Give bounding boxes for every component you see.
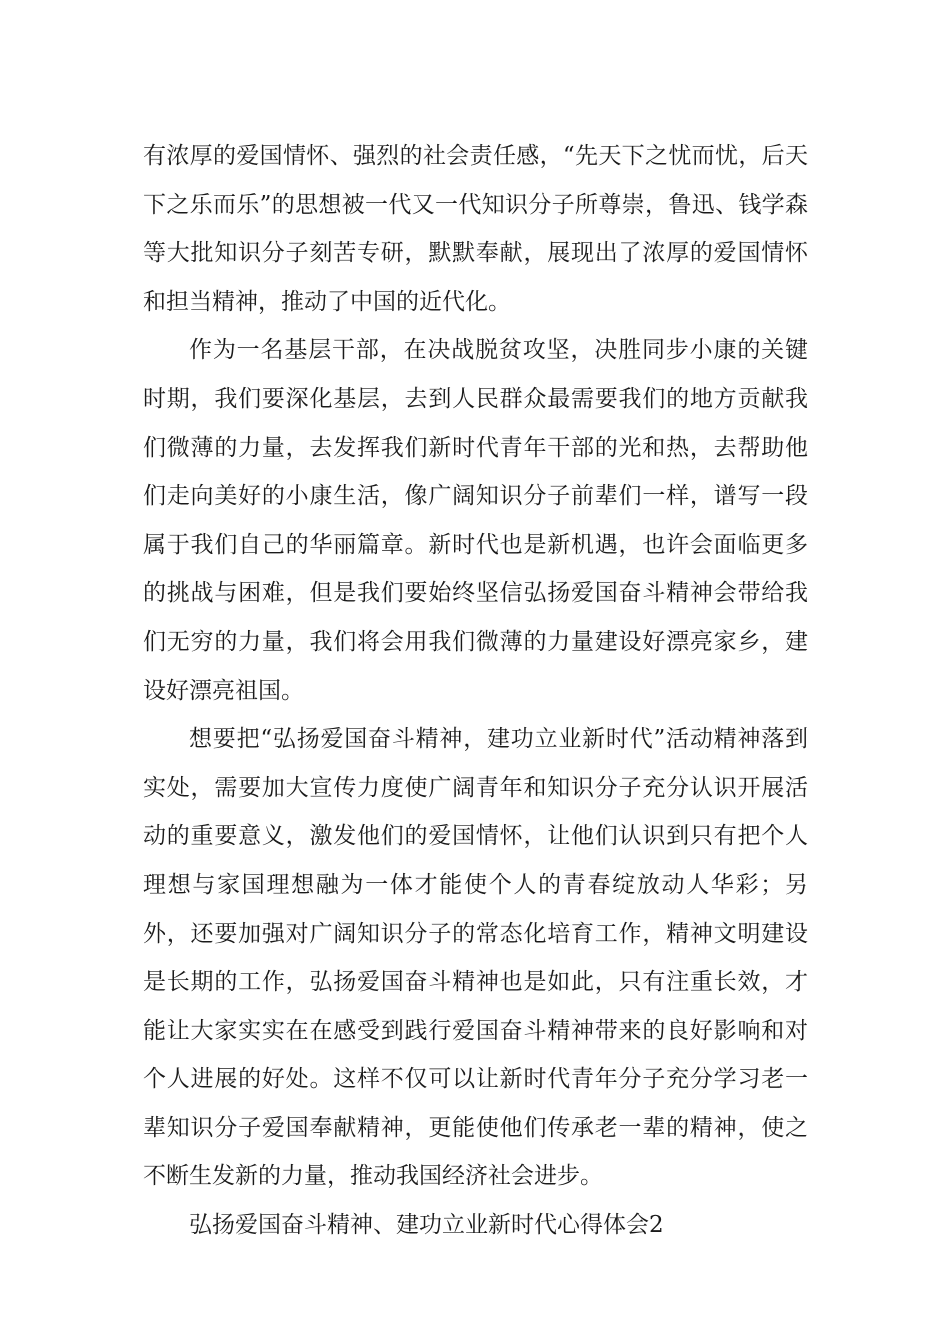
document-body	[143, 132, 808, 1250]
paragraph-continuation: 有浓厚的爱国情怀、强烈的社会责任感，“先天下之忧而忧，后天下之乐而乐”的思想被一代又一代知识分子所尊崇，鲁迅、钱学森等大批知识分子刻苦专研，默默奉献，展现出了浓厚的爱国情怀和担当精神，推动了中国的近代化。	[143, 143, 808, 315]
section-heading: 弘扬爱国奋斗精神、建功立业新时代心得体会2	[189, 1212, 664, 1239]
paragraph-grassroots-cadre: 作为一名基层干部，在决战脱贫攻坚，决胜同步小康的关键时期，我们要深化基层，去到人民群众最需要我们的地方贡献我们微薄的力量，去发挥我们新时代青年干部的光和热，去帮助他们走向美好的小康生活，像广阔知识分子前辈们一样，谱写一段属于我们自己的华丽篇章。新时代也是新机遇，也许会面临更多的挑战与困难，但是我们要始终坚信弘扬爱国奋斗精神会带给我们无穷的力量，我们将会用我们微薄的力量建设好漂亮家乡，建设好漂亮祖国。	[143, 337, 808, 704]
paragraph-activity-implementation: 想要把“弘扬爱国奋斗精神，建功立业新时代”活动精神落到实处，需要加大宣传力度使广阔青年和知识分子充分认识开展活动的重要意义，激发他们的爱国情怀，让他们认识到只有把个人理想与家国理想融为一体才能使个人的青春绽放动人华彩；另外，还要加强对广阔知识分子的常态化培育工作，精神文明建设是长期的工作，弘扬爱国奋斗精神也是如此，只有注重长效，才能让大家实实在在感受到践行爱国奋斗精神带来的良好影响和对个人进展的好处。这样不仅可以让新时代青年分子充分学习老一辈知识分子爱国奉献精神，更能使他们传承老一辈的精神，使之不断生发新的力量，推动我国经济社会进步。	[143, 726, 808, 1190]
